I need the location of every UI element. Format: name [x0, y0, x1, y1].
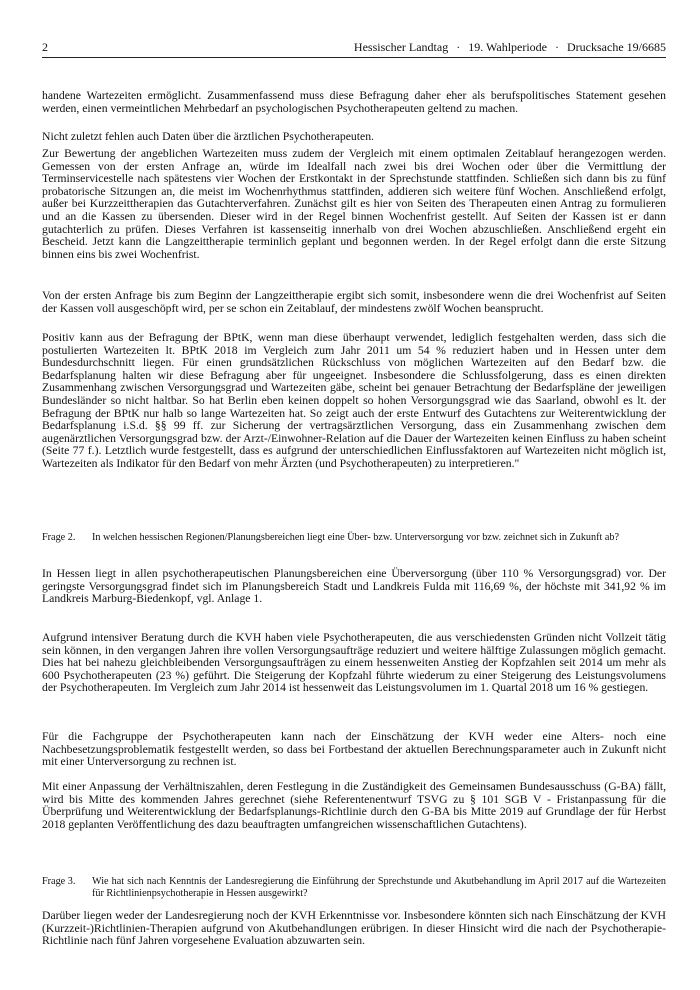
page-number: 2	[42, 40, 48, 54]
page-header	[42, 40, 666, 58]
paragraph: Darüber liegen weder der Landesregierung noch der KVH Erkenntnisse vor. Insbesondere könnten sich nach Einschätzung der KVH (Kurzzeit-)Richtlinien-Therapien aufgrund von Akutbehandlungen erübrigen. In dieser Hinsicht wird die nach der Psychotherapie-Richtlinie nach fünf Jahren vorgesehene Evaluation abzuwarten sein.	[42, 909, 666, 948]
paragraph: In Hessen liegt in allen psychotherapeutischen Planungsbereichen eine Überversorgung (über 110 % Versorgungsgrad) vor. Der geringste Versorgungsgrad findet sich im Planungsbereich Stadt und Landkreis Fulda mit 116,69 %, der höchste mit 341,92 % im Landkreis Marburg-Biedenkopf, vgl. Anlage 1.	[42, 567, 666, 606]
paragraph: Zur Bewertung der angeblichen Wartezeiten muss zudem der Vergleich mit einem optimalen Zeitablauf herangezogen werden. Gemessen von der ersten Anfrage an, würde im Idealfall nach zwei bis drei Wochen oder über die Vermittlung der Terminservicestelle nach spätestens vier Wochen der Erstkontakt in der Sprechstunde stattfinden. Schließen sich dann bis zu fünf probatorische Sitzungen an, die meist im Wochenrhythmus stattfinden, addieren sich weitere fünf Wochen. Anschließend erfolgt, außer bei Kurzzeittherapien das Gutachterverfahren. Zunächst gilt es hier von Seiten des Therapeuten einen Antrag zu formulieren und an die Kassen zu übersenden. Dieser wird in der Regel binnen Wochenfrist gestellt. Auf Seiten der Kassen ist er dann gutachterlich zu prüfen. Dieses Verfahren ist kassenseitig innerhalb von drei Wochen abzuschließen. Anschließend ergeht ein Bescheid. Jetzt kann die Langzeittherapie terminlich geplant und begonnen werden. In der Regel erfolgt dann die erste Sitzung binnen eins bis zwei Wochenfrist.	[42, 147, 666, 261]
header-meta	[72, 40, 666, 54]
paragraph: Von der ersten Anfrage bis zum Beginn der Langzeittherapie ergibt sich somit, insbesondere wenn die drei Wochenfrist auf Seiten der Kassen voll ausgeschöpft wird, per se schon ein Zeitablauf, der mindestens zwölf Wochen beansprucht.	[42, 289, 666, 315]
paragraph: Positiv kann aus der Befragung der BPtK, wenn man diese überhaupt verwendet, lediglich festgehalten werden, dass sich die postulierten Wartezeiten lt. BPtK 2018 im Vergleich zum Jahr 2011 um 54 % reduziert haben und in Hessen unter dem Bundesdurchschnitt liegen. Für einen grundsätzlichen Rückschluss von möglichen Wartezeiten auf den Bedarf bzw. die Bedarfsplanung halten wir diese Befragung aber für ungeeignet. Insbesondere die Schlussfolgerung, dass es einen direkten Zusammenhang zwischen Versorgungsgrad und Wartezeiten gäbe, scheint bei genauer Betrachtung der Bedarfspläne der jeweiligen Bundesländer so nicht haltbar. So hat Berlin eben keinen doppelt so hohen Versorgungsgrad wie das Saarland, obwohl es lt. der Befragung der BPtK nur halb so lange Wartezeiten hat. So zeigt auch der erste Entwurf des Gutachtens zur Weiterentwicklung der Bedarfsplanung i.S.d. §§ 99 ff. zur Sicherung der vertragsärztlichen Versorgung, dass ein Zusammenhang zwischen dem augenärztlichen Versorgungsgrad bzw. der Arzt-/Einwohner-Relation auf die Dauer der Wartezeiten keinen Einfluss zu haben scheint (Seite 77 f.). Letztlich wurde festgestellt, dass es aufgrund der unterschiedlichen Einflussfaktoren auf Wartezeiten nicht möglich ist, Wartezeiten als Indikator für den Bedarf von mehr Ärzten (und Psychotherapeuten) zu interpretieren."	[42, 331, 666, 470]
question-number: Frage 3.	[42, 876, 76, 887]
question-number: Frage 2.	[42, 532, 76, 543]
paragraph: Nicht zuletzt fehlen auch Daten über die ärztlichen Psychotherapeuten.	[42, 130, 374, 143]
question-2	[42, 532, 666, 544]
header-separator: ·	[456, 40, 461, 54]
paragraph: Für die Fachgruppe der Psychotherapeuten kann nach der Einschätzung der KVH weder eine Alters- noch eine Nachbesetzungsproblematik festgestellt werden, so dass bei Fortbestand der aktuellen Berechnungsparameter auch in Zukunft nicht mit einer Unterversorgung zu rechnen ist.	[42, 730, 666, 769]
document-page	[42, 40, 666, 58]
question-text: In welchen hessischen Regionen/Planungsbereichen liegt eine Über- bzw. Unterversorgung vor bzw. zeichnet sich in Zukunft ab?	[92, 532, 620, 543]
header-parliament: Hessischer Landtag	[353, 40, 449, 54]
question-3	[42, 876, 666, 899]
header-period: 19. Wahlperiode	[468, 40, 548, 54]
question-text: Wie hat sich nach Kenntnis der Landesregierung die Einführung der Sprechstunde und Akutbehandlung im April 2017 auf die Wartezeiten für Richtlinienpsychotherapie in Hessen ausgewirkt?	[92, 876, 666, 899]
header-drucksache: Drucksache 19/6685	[567, 40, 666, 54]
paragraph: handene Wartezeiten ermöglicht. Zusammenfassend muss diese Befragung daher eher als berufspolitisches Statement gesehen werden, einen vermeintlichen Mehrbedarf an psychologischen Psychotherapeuten geltend zu machen.	[42, 89, 666, 115]
paragraph: Mit einer Anpassung der Verhältniszahlen, deren Festlegung in die Zuständigkeit des Gemeinsamen Bundesausschuss (G-BA) fällt, wird bis Mitte des kommenden Jahres gerechnet (siehe Referentenentwurf TSVG zu § 101 SGB V - Fristanpassung für die Überprüfung und Weiterentwicklung der Bedarfsplanungs-Richtlinie durch den G-BA bis Mitte 2019 auf Grundlage der für Herbst 2018 geplanten Veröffentlichung des dazu beauftragten umfangreichen wissenschaftlichen Gutachtens).	[42, 780, 666, 831]
paragraph: Aufgrund intensiver Beratung durch die KVH haben viele Psychotherapeuten, die aus verschiedensten Gründen nicht Vollzeit tätig sein können, in den vergangen Jahren ihre vollen Versorgungsaufträge reduziert und weitere hälftige Zulassungen möglich gemacht. Dies hat bei nahezu gleichbleibenden Versorgungsaufträgen zu einem hessenweiten Anstieg der Kopfzahlen seit 2014 um mehr als 600 Psychotherapeuten (23 %) geführt. Die Steigerung der Kopfzahl führte wiederum zu einer Steigerung des Leistungsvolumens der Psychotherapeuten. Im Vergleich zum Jahr 2014 ist hessenweit das Leistungsvolumen im 1. Quartal 2018 um 16 % gestiegen.	[42, 631, 666, 695]
header-separator: ·	[555, 40, 560, 54]
